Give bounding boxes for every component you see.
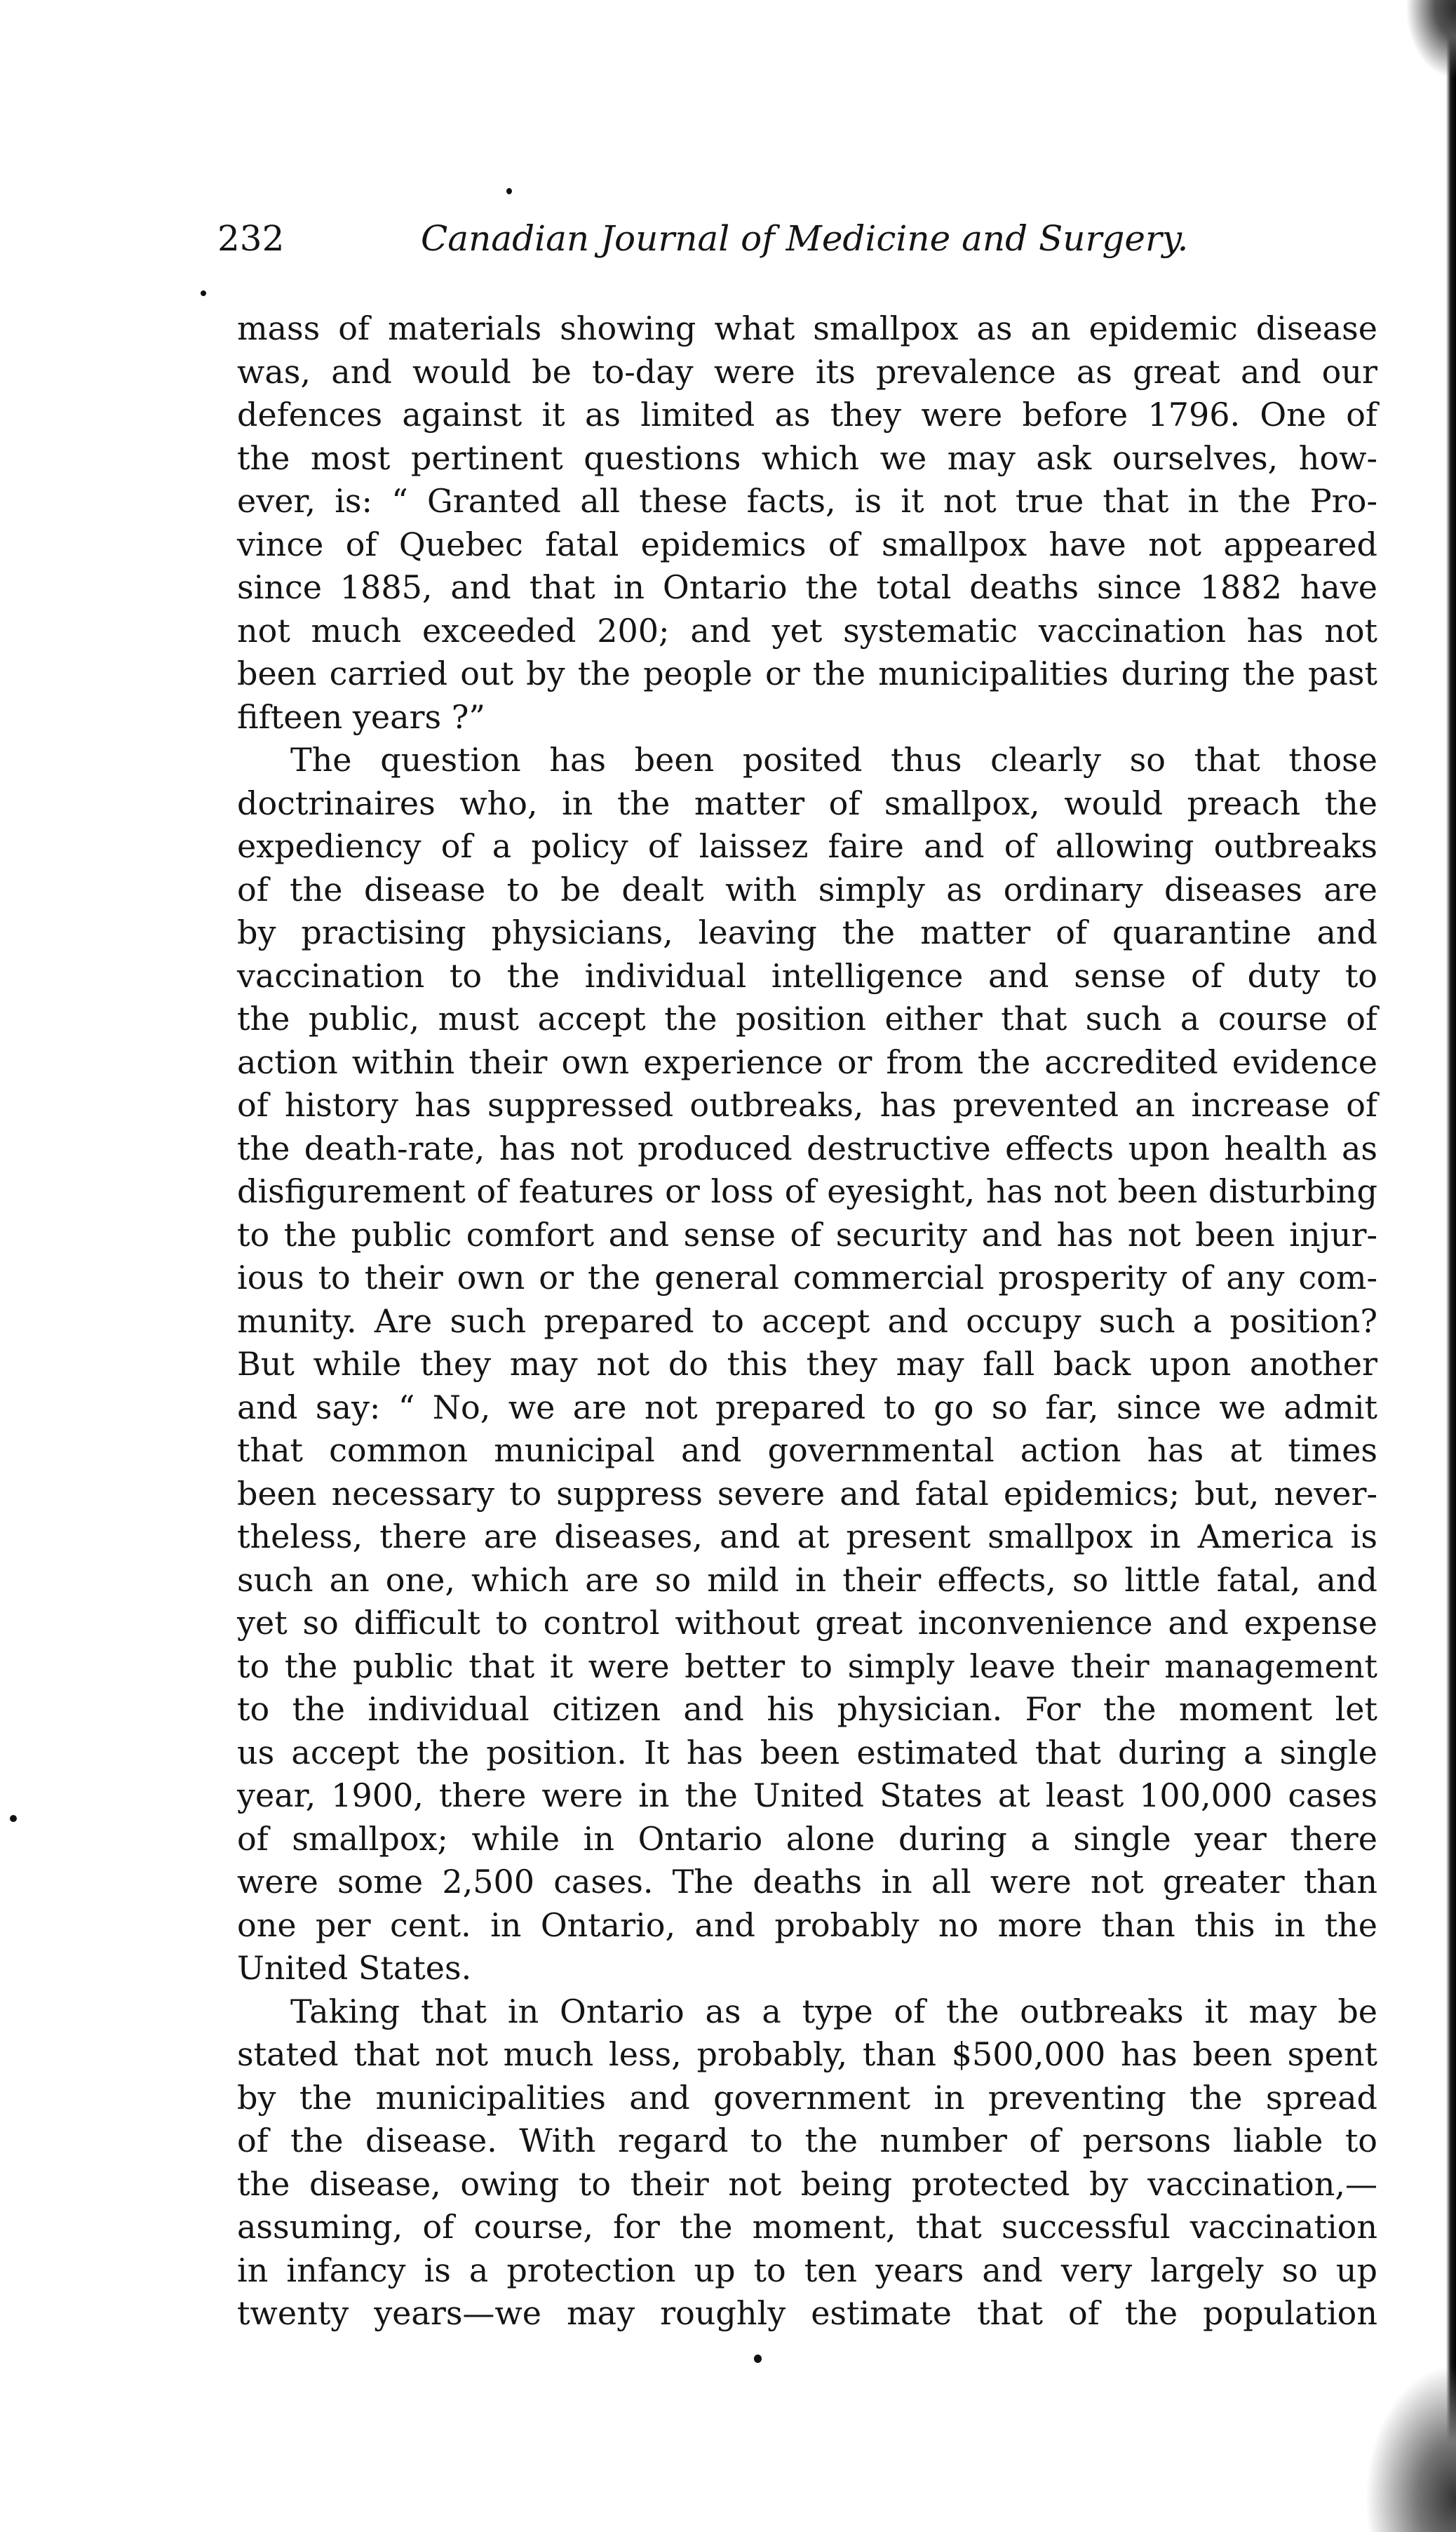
text-line: assuming, of course, for the moment, that successful vaccination [237, 2208, 1377, 2246]
text-line: disfigurement of features or loss of eyesight, has not been disturbing [237, 1172, 1377, 1210]
text-line: to the public comfort and sense of security and has not been injur- [237, 1215, 1377, 1254]
text-line: Taking that in Ontario as a type of the outbreaks it may be [290, 1992, 1377, 2030]
scan-artifact-top [1407, 0, 1456, 77]
text-line: was, and would be to-day were its prevalence as great and our [237, 352, 1377, 391]
text-line: by practising physicians, leaving the matter of quarantine and [237, 913, 1377, 951]
text-line: stated that not much less, probably, than $500,000 has been spent [237, 2035, 1377, 2073]
text-line: action within their own experience or from the accredited evidence [237, 1043, 1377, 1081]
text-line: the death-rate, has not produced destructive effects upon health as [237, 1129, 1377, 1167]
text-line: ever, is: “ Granted all these facts, is it not true that in the Pro- [237, 482, 1377, 520]
text-line: year, 1900, there were in the United States at least 100,000 cases [237, 1776, 1377, 1814]
text-line: the most pertinent questions which we may ask ourselves, how- [237, 438, 1377, 477]
text-line: us accept the position. It has been estimated that during a single [237, 1733, 1377, 1771]
text-line: were some 2,500 cases. The deaths in all were not greater than [237, 1863, 1377, 1901]
text-line: ious to their own or the general commercial prosperity of any com- [237, 1259, 1377, 1297]
text-line: of history has suppressed outbreaks, has prevented an increase of [237, 1086, 1377, 1124]
ink-speck [754, 2355, 762, 2363]
text-line: in infancy is a protection up to ten years and very largely so up [237, 2251, 1377, 2289]
text-line: to the individual citizen and his physician. For the moment let [237, 1690, 1377, 1728]
text-line: twenty years—we may roughly estimate that of the population [237, 2294, 1377, 2332]
page-header [217, 210, 1213, 267]
text-line: fifteen years ?” [237, 697, 485, 736]
text-line: mass of materials showing what smallpox as an epidemic disease [237, 309, 1377, 347]
text-line: of the disease. With regard to the number of persons liable to [237, 2122, 1377, 2159]
text-line: the public, must accept the position either that such a course of [237, 1000, 1377, 1038]
page-number: 232 [217, 218, 285, 259]
text-line: not much exceeded 200; and yet systematic vaccination has not [237, 611, 1377, 650]
text-line: doctrinaires who, in the matter of smallpox, would preach the [237, 784, 1377, 822]
text-line: vaccination to the individual intelligence and sense of duty to [237, 956, 1377, 995]
text-line: such an one, which are so mild in their effects, so little fatal, and [237, 1560, 1377, 1599]
text-line: one per cent. in Ontario, and probably no more than this in the [237, 1905, 1377, 1944]
text-line: But while they may not do this they may fall back upon another [237, 1345, 1377, 1383]
text-line: munity. Are such prepared to accept and occupy such a position? [237, 1301, 1377, 1340]
ink-speck [201, 290, 206, 296]
text-line: The question has been posited thus clearly so that those [290, 741, 1377, 779]
text-line: been carried out by the people or the municipalities during the past [237, 655, 1377, 692]
text-line: yet so difficult to control without great inconvenience and expense [237, 1604, 1377, 1642]
text-line: that common municipal and governmental action has at times [237, 1431, 1377, 1469]
ink-speck [10, 1815, 17, 1822]
scan-artifact-bottom [1365, 2364, 1456, 2532]
text-line: by the municipalities and government in preventing the spread [237, 2078, 1377, 2117]
text-line: defences against it as limited as they were before 1796. One of [237, 396, 1377, 434]
text-line: and say: “ No, we are not prepared to go so far, since we admit [237, 1388, 1377, 1426]
text-line: of smallpox; while in Ontario alone during a single year there [237, 1819, 1377, 1858]
article-body [237, 307, 1377, 2336]
scan-binding-edge [1446, 0, 1456, 2532]
text-line: theless, there are diseases, and at present smallpox in America is [237, 1518, 1377, 1555]
text-line: of the disease to be dealt with simply as ordinary diseases are [237, 870, 1377, 909]
running-title: Canadian Journal of Medicine and Surgery. [421, 218, 1189, 259]
text-line: the disease, owing to their not being protected by vaccination,— [237, 2164, 1377, 2203]
text-line: been necessary to suppress severe and fatal epidemics; but, never- [237, 1474, 1377, 1513]
text-line: to the public that it were better to simply leave their management [237, 1647, 1377, 1685]
text-line: vince of Quebec fatal epidemics of smallpox have not appeared [237, 525, 1377, 563]
text-line: expediency of a policy of laissez faire and of allowing outbreaks [237, 827, 1377, 865]
ink-speck [506, 188, 512, 194]
text-line: United States. [237, 1949, 472, 1987]
text-line: since 1885, and that in Ontario the total deaths since 1882 have [237, 568, 1377, 606]
